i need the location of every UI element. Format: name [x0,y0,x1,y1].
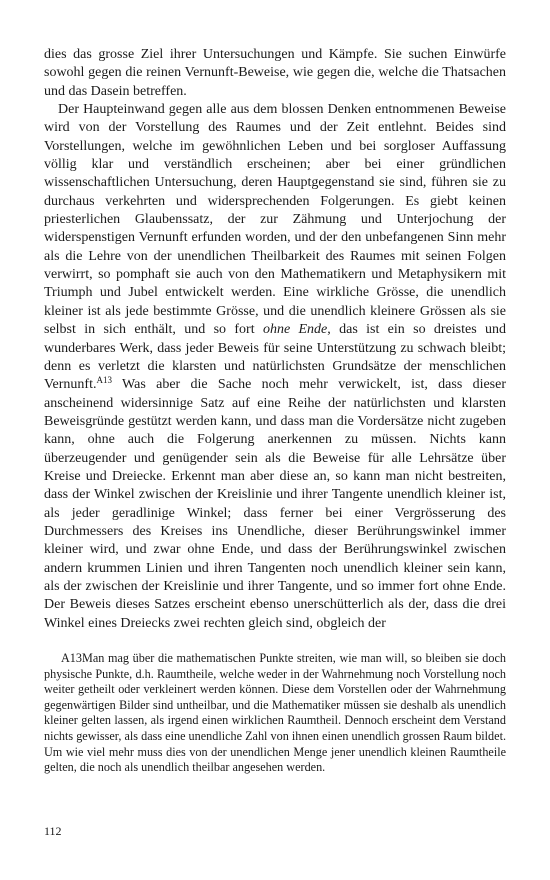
main-text [44,46,506,633]
book-page [44,46,506,776]
page-number: 112 [44,824,62,838]
emphasis-text: ohne Ende [262,322,328,338]
paragraph-continued: dies das grosse Ziel ihrer Untersuchungen und Kämpfe. Sie suchen Einwürfe sowohl gegen die reinen Vernunft-Beweise, wie gegen die, welche die Thatsachen und das Dasein betreffen. [44,47,506,99]
footnote-reference[interactable]: A13 [96,375,112,386]
footnote-text [44,651,506,776]
footnote-label: A13 [61,651,82,665]
footnote-body: Man mag über die mathematischen Punkte streiten, wie man will, so bleiben sie doch physische Punkte, d.h. Raumtheile, welche weder in der Wahrnehmung noch Vorstellung noch weiter getheilt oder verkleinert werden können. Diese dem Vorstellen oder der Wahrnehmung gegenwärtigen Bilder sind untheilbar, und die Mathematiker müssen sie deshalb als unendlich kleiner gelten lassen, als irgend einen wirklichen Raumtheil. Dennoch erscheint dem Verstand nichts gewisser, als dass eine unendliche Zahl von ihnen einen unendlich grossen Raum bildet. Um wie viel mehr muss dies von der unendlichen Menge jener unendlich kleinen Raumtheile gelten, die noch als unendlich theilbar angesehen werden. [44,651,506,775]
text-run: Der Haupteinwand gegen alle aus dem blossen Denken entnommenen Beweise wird von der Vorstellung des Raumes und der Zeit entlehnt. Beides sind Vorstellungen, welche im gewöhnlichen Leben und bei sorgloser Auffassung völlig klar und verständlich erscheinen; aber bei einer gründlichen wissenschaftlichen Untersuchung, deren Hauptgegenstand sie sind, führen sie zu durchaus verkehrten und widersprechenden Folgerungen. Es giebt keinen priesterlichen Glaubenssatz, der zur Zähmung und Unterjochung der widerspenstigen Vernunft erfunden worden, und der den unbefangenen Sinn mehr als die Lehre von der unendlichen Theilbarkeit des Raumes mit seinen Folgen verwirrt, so pomphaft sie auch von den Mathematikern und Metaphysikern mit Triumph und Jubel entwickelt werden. Eine wirkliche Grösse, die unendlich kleiner ist als jede bestimmte Grösse, und die unendlich kleinere Grössen als sie selbst in sich enthält, und so fort [44,102,506,338]
paragraph-main [44,101,506,633]
text-run: , das ist ein so dreistes und wunderbares Werk, dass jeder Beweis für seine Unterstützung zu schwach bleibt; denn es verletzt die klarsten und natürlichsten Grundsätze der menschlichen Vernunft. [44,322,507,393]
footnote [44,651,506,776]
text-run: Was aber die Sache noch mehr verwickelt, ist, dass dieser anscheinend widersinnige Satz auf eine Reihe der natürlichsten und klarsten Beweisgründe gestützt werden kann, und dass man die Vordersätze nicht zugeben kann, ohne auch die Folgerung anerkennen zu müssen. Nichts kann überzeugender und genügender sein als die Beweise für alle Lehrsätze über Kreise und Dreiecke. Erkennt man aber diese an, so kann man nicht bestreiten, dass der Winkel zwischen der Kreislinie und ihrer Tangente unendlich kleiner ist, als jeder geradlinige Winkel; dass ferner bei einer Vergrösserung des Durchmessers des Kreises ins Unendliche, dieser Berührungswinkel immer kleiner wird, und zwar ohne Ende, und dass der Berührungswinkel zwischen andern krummen Linien und ihren Tangenten noch unendlich kleiner sein kann, als der zwischen der Kreislinie und ihrer Tangente, und so immer fort ohne Ende. Der Beweis dieses Satzes erscheint ebenso unerschütterlich als der, dass die drei Winkel eines Dreiecks zwei rechten gleich sind, obgleich der [44,377,506,631]
